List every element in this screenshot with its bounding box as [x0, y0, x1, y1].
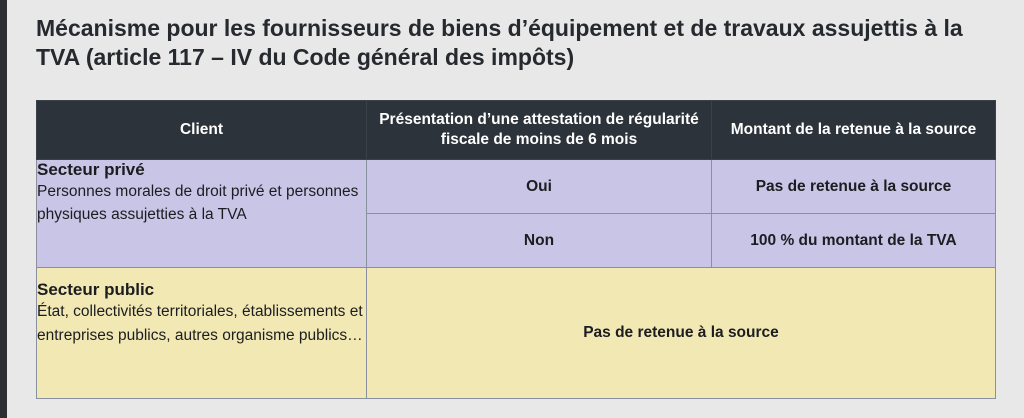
client-private-name: Secteur privé: [37, 160, 145, 179]
header-retenue: Montant de la retenue à la source: [712, 101, 996, 160]
left-accent-bar: [0, 0, 7, 418]
withholding-table: [36, 100, 996, 399]
table-row-private-oui: [37, 160, 996, 214]
client-private-description: Personnes morales de droit privé et personnes physiques assujetties à la TVA: [37, 183, 359, 223]
client-public: [37, 268, 367, 399]
table-row-public: [37, 268, 996, 399]
table-header-row: [37, 101, 996, 160]
retenue-oui: Pas de retenue à la source: [712, 160, 996, 214]
retenue-non: 100 % du montant de la TVA: [712, 214, 996, 268]
page-title: Mécanisme pour les fournisseurs de biens d’équipement et de travaux assujettis à la TVA (article 117 – IV du Code général des impôts): [36, 15, 963, 70]
client-private: [37, 160, 367, 268]
client-public-description: État, collectivités territoriales, établissements et entreprises publics, autres organisme publics…: [37, 303, 363, 344]
client-public-name: Secteur public: [37, 280, 155, 299]
header-client: Client: [37, 101, 367, 160]
header-attestation: Présentation d’une attestation de régularité fiscale de moins de 6 mois: [367, 101, 712, 160]
public-retenue: Pas de retenue à la source: [367, 268, 996, 399]
attestation-non: Non: [367, 214, 712, 268]
attestation-oui: Oui: [367, 160, 712, 214]
